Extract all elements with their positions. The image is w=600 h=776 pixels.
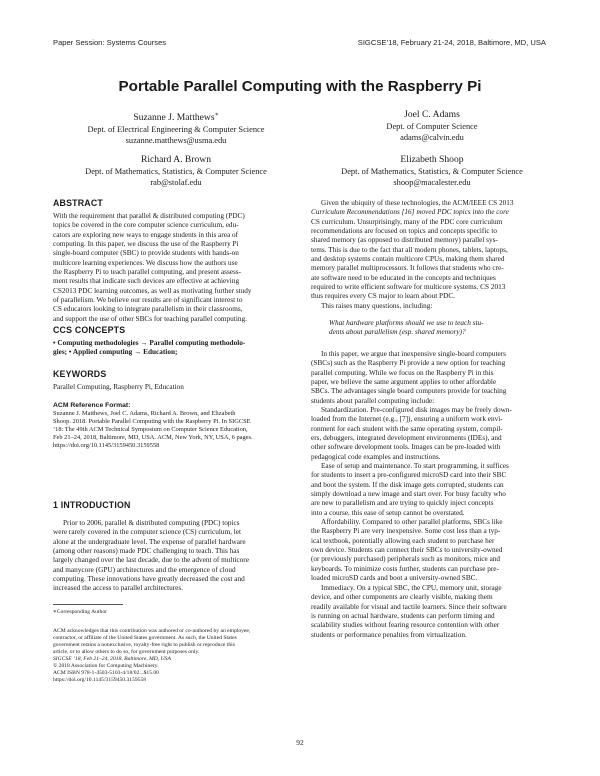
author-email: suzanne.matthews@usma.edu: [125, 136, 227, 146]
text-line: Feb 21–24, 2018, Baltimore, MD, USA. ACM, New York, NY, USA, 6 pages.: [53, 434, 253, 442]
text-line: ers, debuggers, integrated development environments (IDEs), and: [311, 434, 502, 443]
author-name: Elizabeth Shoop: [400, 154, 464, 165]
text-line: Prior to 2006, parallel & distributed computing (PDC) topics: [63, 519, 240, 527]
text-line: students or performance penalties from virtualization.: [311, 630, 467, 639]
footnote-corresponding: ∗Corresponding Author: [53, 609, 107, 615]
text-line: https://doi.org/10.1145/3159450.3159558: [53, 677, 147, 683]
text-line: Shoop. 2018. Portable Parallel Computing with the Raspberry Pi. In SIGCSE: [53, 418, 251, 426]
text-line: computing. In this paper, we discuss the use of the Raspberry Pi: [53, 240, 239, 249]
ccs-text: [53, 339, 301, 358]
text-line: Ease of setup and maintenance. To start programming, it suffices: [321, 462, 509, 470]
text-line: multicore learning experiences. We discuss how the authors use: [53, 258, 238, 267]
text-line: scalability studies without fearing resource contention with other: [311, 621, 500, 630]
text-line: and boot the system. If the disk image gets corrupted, students can: [311, 480, 504, 489]
paragraph-argument: [311, 350, 559, 406]
author-affiliation: Dept. of Electrical Engineering & Computer Science: [87, 125, 265, 135]
text-line: SIGCSE ’18, Feb 21–24, 2018, Baltimore, MD, USA: [53, 656, 171, 662]
text-line: readily available for visual and tactile learners. Since their software: [311, 602, 507, 611]
text-line: ’18: The 49th ACM Technical Symposium on Computer Science Education,: [53, 426, 248, 434]
text-line: are new to parallelism and are trying to quickly inject concepts: [311, 499, 494, 508]
text-line: required to write efficient software for multicore systems. CS 2013: [311, 283, 506, 292]
text-line: device, and other components are clearly visible, making them: [311, 593, 493, 602]
author-affiliation: Dept. of Mathematics, Statistics, & Computer Science: [85, 167, 267, 176]
text-line: increased the access to parallel architectures.: [53, 584, 184, 593]
text-line: (among other reasons) made PDC challenging to teach. This has: [53, 547, 240, 556]
text-line: loaded microSD cards and boot a university-owned SBC.: [311, 574, 478, 583]
text-line: for students to insert a pre-configured microSD card into their SBC: [311, 471, 507, 480]
text-line: government retains a nonexclusive, royalty-free right to publish or reproduce this: [53, 642, 235, 648]
text-line: computing. These innovations have greatly decreased the cost and: [53, 575, 245, 584]
author-affiliation: Dept. of Mathematics, Statistics, & Computer Science: [341, 167, 523, 176]
abstract-text: [53, 212, 301, 324]
research-question-quote: [329, 319, 549, 338]
paragraph-standardization: [311, 406, 559, 462]
text-line: ronment for each student with the same operating system, compil-: [311, 424, 503, 433]
permission-block: [53, 628, 301, 684]
text-line: and support the use of other SBCs for teaching parallel computing.: [53, 314, 247, 323]
text-line: of parallelism. We believe our results are of significant interest to: [53, 296, 243, 305]
right-column: [311, 0, 559, 776]
text-line: were rarely covered in the computer science (CS) curriculum, let: [53, 528, 242, 537]
author-name: Richard A. Brown: [140, 154, 212, 165]
text-line: alone at the undergraduate level. The expense of parallel hardware: [53, 537, 246, 546]
text-line: © 2018 Association for Computing Machinery.: [53, 663, 159, 669]
text-line: own device. Students can connect their SBCs to university-owned: [311, 546, 503, 555]
text-line: contractor, or affiliate of the United States government. As such, the United States: [53, 635, 237, 641]
text-line: topics be covered in the core computer science curriculum, edu-: [53, 221, 239, 230]
text-line: (or previously purchased) peripherals such as monitors, mice and: [311, 555, 501, 564]
text-line: keyboards. To minimize costs further, students can purchase pre-: [311, 564, 499, 573]
text-line: • Computing methodologies → Parallel computing methodolo-: [53, 339, 246, 347]
text-line: ACM ISBN 978-1-4503-5103-4/18/02...$15.00: [53, 670, 159, 676]
text-line: the Raspberry Pi to teach parallel computing, and present assess-: [53, 268, 242, 277]
text-line: memory parallel multiprocessors. It follows that students who cre-: [311, 264, 504, 273]
text-line: ate software need to be educated in the concepts and techniques: [311, 273, 496, 282]
text-line: and desktop systems contain multicore CPUs, making them shared: [311, 255, 505, 264]
text-line: parallel computing. While we focus on the Raspberry Pi in this: [311, 368, 494, 377]
text-line: and manycore (GPU) architectures and the emergence of cloud: [53, 565, 236, 574]
footnote-rule: [53, 604, 123, 605]
text-line: into a course, this ease of setup cannot be overstated.: [311, 508, 465, 517]
text-line: Standardization. Pre-configured disk images may be freely down-: [321, 406, 512, 414]
introduction-text: [53, 519, 301, 594]
abstract-heading: ABSTRACT: [53, 198, 103, 208]
text-line: SBCs. The advantages single board computers provide for teaching: [311, 387, 507, 396]
ccs-heading: CCS CONCEPTS: [53, 325, 126, 335]
paragraph-ease-of-setup: [311, 462, 559, 518]
text-line: loaded from the Internet (e.g., [7]), ensuring a uniform work envi-: [311, 415, 503, 424]
text-line: CS educators looking to integrate parallelism in their classrooms,: [53, 305, 243, 314]
reference-heading: ACM Reference Format:: [53, 402, 131, 409]
text-line: simply download a new image and start over. For busy faculty who: [311, 490, 506, 499]
text-line: CS2013 PDC learning outcomes, as well as motivating further study: [53, 286, 252, 295]
text-line: is running on actual hardware, students can perform timing and: [311, 612, 495, 621]
text-line: students about parallel computing include:: [311, 396, 435, 405]
text-line: ment results that indicate such devices are effective at achieving: [53, 277, 240, 286]
author-email: shoop@macalester.edu: [393, 178, 471, 188]
author-name: Joel C. Adams: [404, 109, 460, 120]
text-line: Given the ubiquity of these technologies, the ACM/IEEE CS 2013: [321, 199, 514, 207]
author-email: adams@calvin.edu: [400, 133, 464, 143]
keywords-text: Parallel Computing, Raspberry Pi, Education: [53, 383, 184, 391]
text-line: Immediacy. On a typical SBC, the CPU, memory unit, storage: [321, 584, 502, 592]
paper-title: Portable Parallel Computing with the Raspberry Pi: [118, 78, 482, 95]
author-affiliation: Dept. of Computer Science: [386, 122, 478, 131]
text-line: single-board computer (SBC) to provide students with hands-on: [53, 249, 239, 258]
text-line: gies; • Applied computing → Education;: [53, 348, 178, 357]
text-line: cators are exploring new ways to engage students in this area of: [53, 230, 239, 239]
text-line: Suzanne J. Matthews, Joel C. Adams, Richard A. Brown, and Elizabeth: [53, 410, 236, 417]
text-line: What hardware platforms should we use to teach stu-: [329, 319, 484, 327]
text-line: paper, we believe the same argument applies to other affordable: [311, 378, 497, 387]
text-line: article, or to allow others to do so, for government purposes only.: [53, 649, 200, 655]
keywords-heading: KEYWORDS: [53, 369, 107, 379]
paragraph-immediacy: [311, 584, 559, 640]
text-line: In this paper, we argue that inexpensive single-board computers: [321, 350, 506, 358]
text-line: This raises many questions, including:: [321, 301, 433, 310]
corresponding-mark: ∗: [214, 112, 219, 118]
page-number: 92: [296, 738, 304, 747]
text-line: tems. This is due to the fact that all modern phones, tablets, laptops,: [311, 245, 508, 254]
text-line: ACM acknowledges that this contribution was authored or co-authored by an employee,: [53, 628, 251, 634]
text-line: CS curriculum. Unsurprisingly, many of the PDC core curriculum: [311, 217, 503, 226]
text-line: dents about parallelism (esp. shared memory)?: [329, 328, 466, 337]
text-line: recommendations are focused on topics and concepts specific to: [311, 227, 498, 236]
text-line: https://doi.org/10.1145/3159450.3159558: [53, 442, 160, 450]
running-header-right: SIGCSE’18, February 21-24, 2018, Baltimore, MD, USA: [357, 38, 546, 47]
paragraph-affordability: [311, 518, 559, 583]
text-line: ical textbook, potentially allowing each student to purchase her: [311, 536, 495, 545]
text-line: the Raspberry Pi are very inexpensive. Some cost less than a typ-: [311, 527, 501, 536]
text-line: Affordability. Compared to other parallel platforms, SBCs like: [321, 518, 503, 526]
reference-text: [53, 410, 301, 450]
text-line: other software development tools. Images can be pre-loaded with: [311, 443, 501, 452]
text-line: With the requirement that parallel & distributed computing (PDC): [53, 212, 245, 220]
text-line: shared memory (as opposed to distributed memory) parallel sys-: [311, 236, 498, 245]
paragraph-ubiquity: [311, 199, 559, 311]
text-line: thus requires every CS major to learn about PDC.: [311, 292, 455, 301]
text-line: pedagogical code examples and instructions.: [311, 452, 441, 461]
author-name: Suzanne J. Matthews∗: [133, 112, 219, 124]
introduction-heading: 1 INTRODUCTION: [53, 500, 131, 510]
author-email: rab@stolaf.edu: [150, 178, 202, 188]
running-header-left: Paper Session: Systems Courses: [53, 38, 167, 47]
text-line: largely changed over the last decade, due to the advent of multicore: [53, 556, 249, 565]
text-line: (SBCs) such as the Raspberry Pi provide a new option for teaching: [311, 359, 506, 368]
text-line: Curriculum Recommendations [16] moved PDC topics into the core: [311, 208, 509, 217]
